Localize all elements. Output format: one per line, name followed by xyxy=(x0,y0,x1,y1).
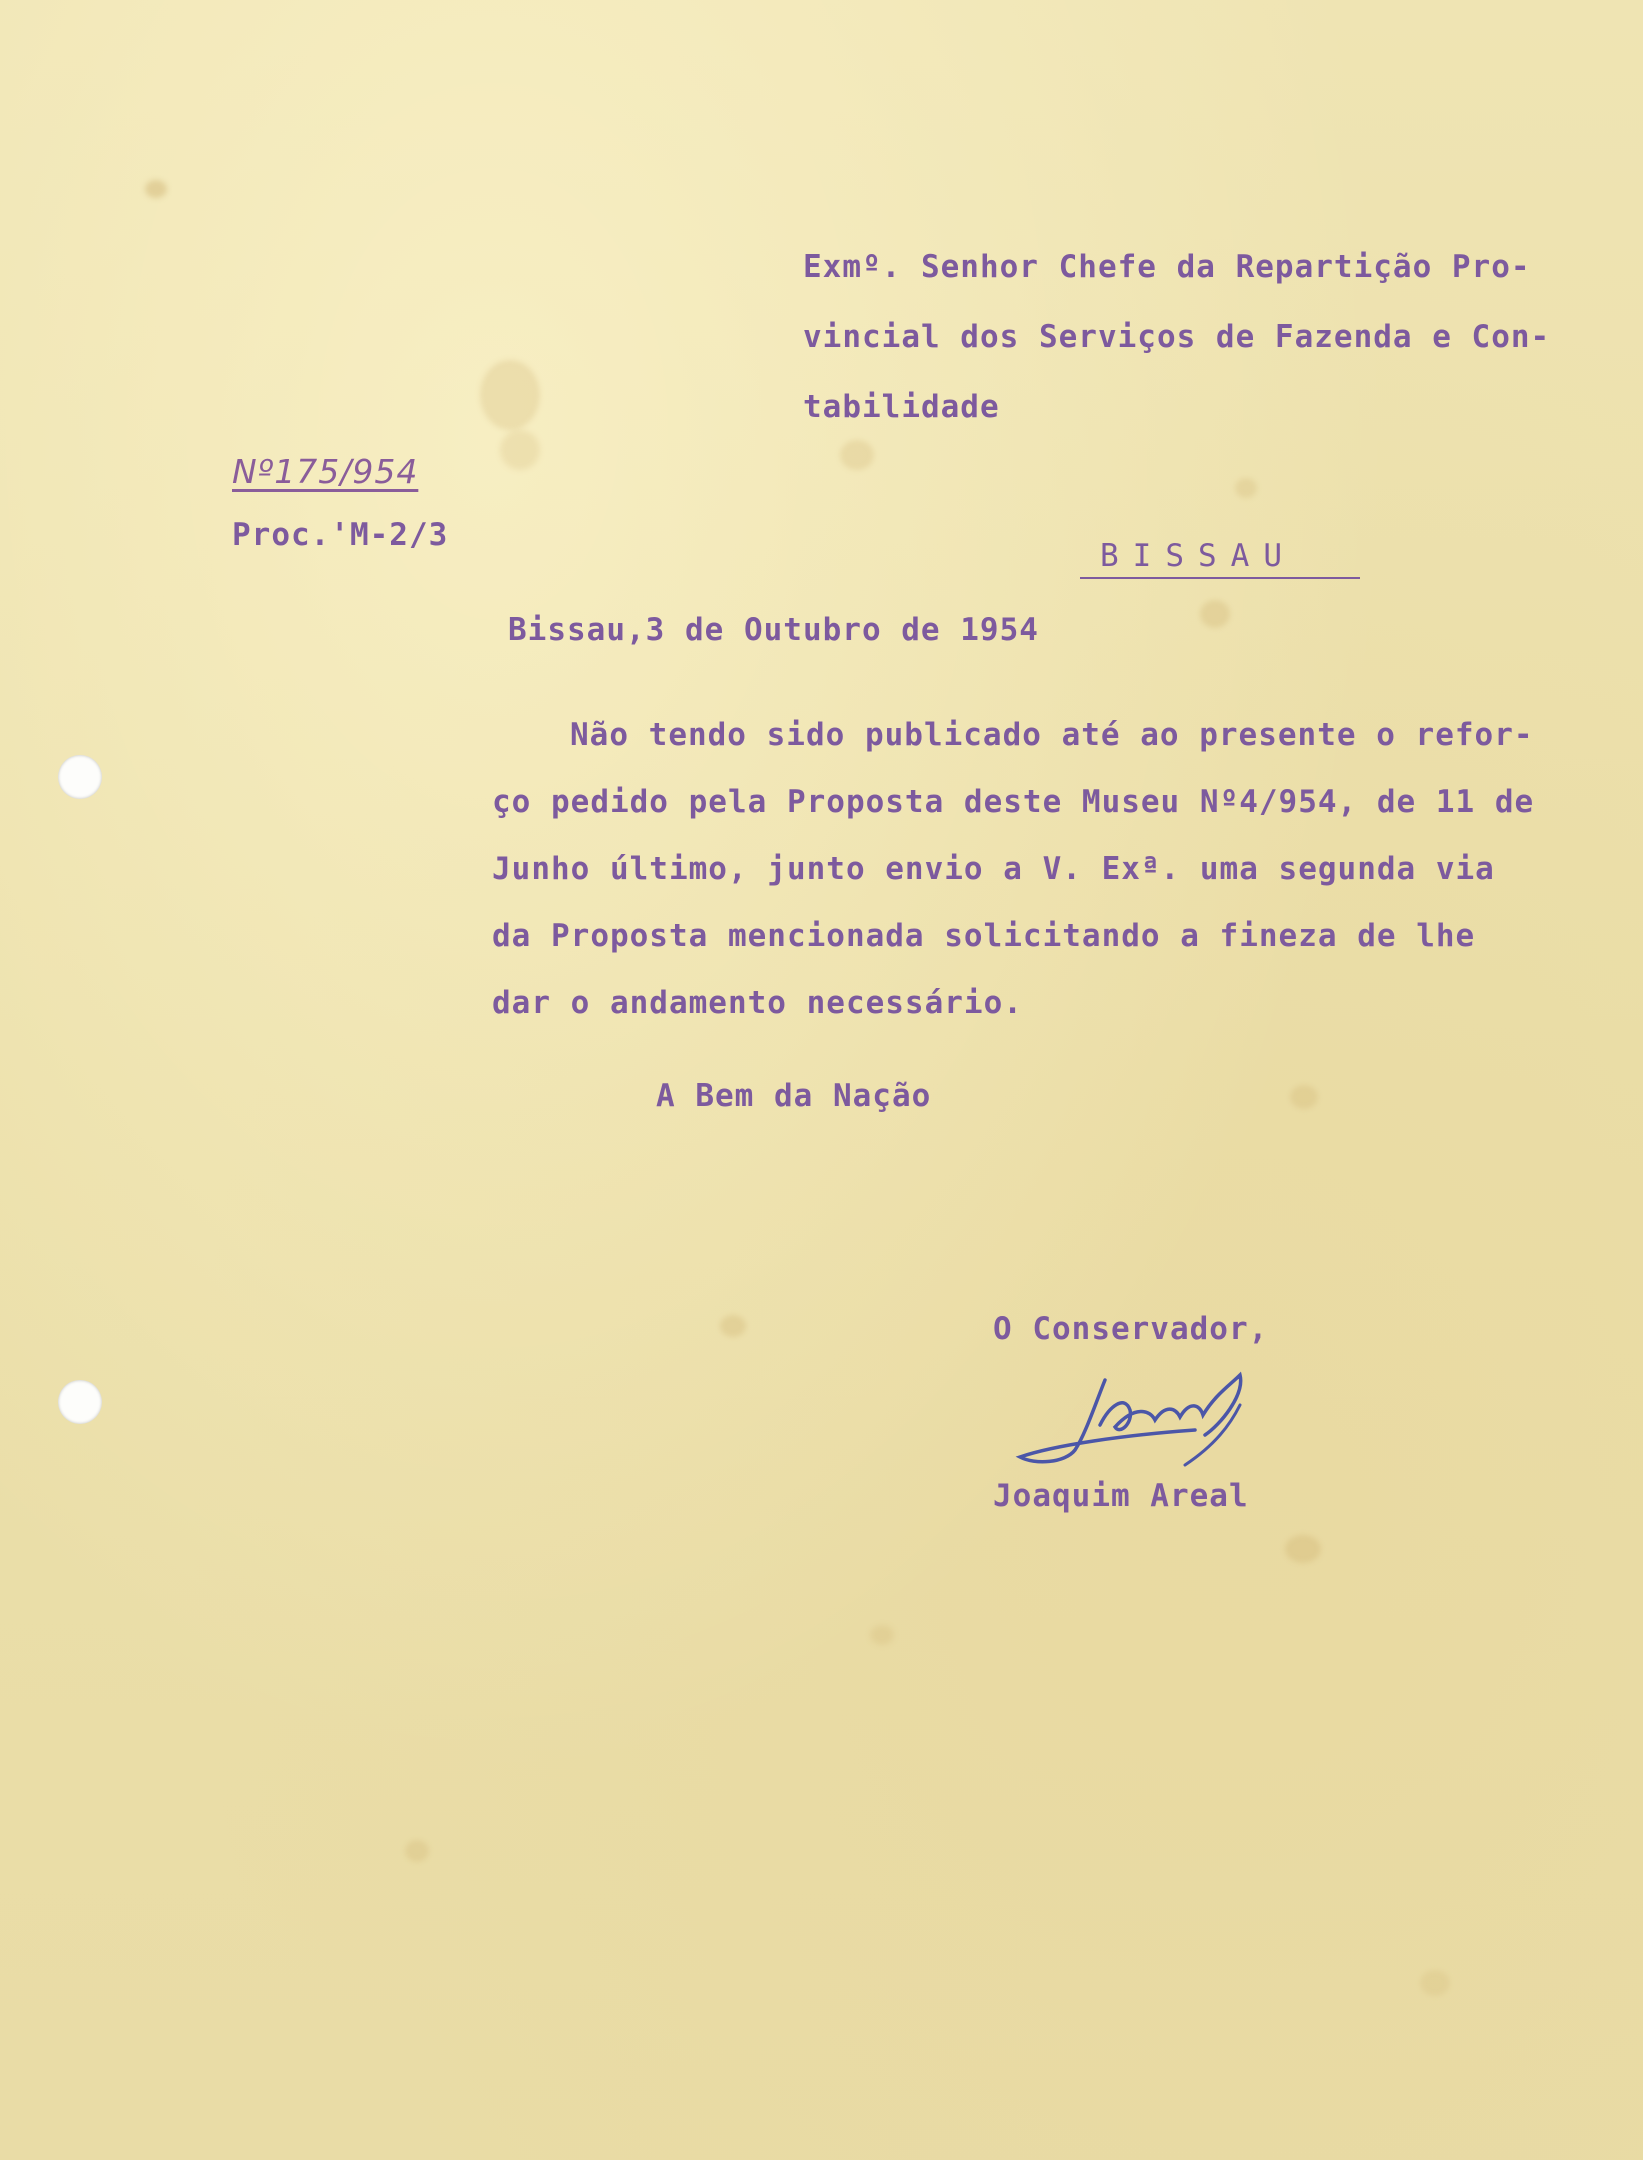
punch-hole xyxy=(58,755,102,799)
stain xyxy=(870,1625,894,1645)
stain xyxy=(500,430,540,470)
stain xyxy=(720,1315,746,1337)
closing-salutation: A Bem da Nação xyxy=(656,1078,932,1114)
signatory-role: O Conservador, xyxy=(993,1311,1269,1347)
addressee-block xyxy=(803,232,1550,442)
stain xyxy=(145,180,167,198)
body-line: da Proposta mencionada solicitando a fineza de lhe xyxy=(492,918,1476,954)
stain xyxy=(1420,1970,1450,1996)
letter-body xyxy=(492,702,1534,1037)
date-line: Bissau,3 de Outubro de 1954 xyxy=(508,612,1039,648)
punch-hole xyxy=(58,1380,102,1424)
process-reference: Proc.'M-2/3 xyxy=(232,517,449,553)
city-underline xyxy=(1080,577,1360,579)
body-line: Junho último, junto envio a V. Exª. uma segunda via xyxy=(492,851,1495,887)
body-line: dar o andamento necessário. xyxy=(492,985,1023,1021)
stain xyxy=(405,1840,429,1862)
addressee-line: vincial dos Serviços de Fazenda e Con- xyxy=(803,319,1551,355)
stain xyxy=(840,440,874,470)
stain xyxy=(1290,1085,1318,1109)
signatory-name: Joaquim Areal xyxy=(993,1478,1249,1514)
destination-city: BISSAU xyxy=(1100,538,1296,574)
addressee-line: tabilidade xyxy=(803,389,1000,425)
stain xyxy=(1200,600,1230,628)
reference-number: Nº175/954 xyxy=(232,452,419,491)
body-line: Não tendo sido publicado até ao presente o refor- xyxy=(570,717,1534,753)
addressee-line: Exmº. Senhor Chefe da Repartição Pro- xyxy=(803,249,1531,285)
body-line: ço pedido pela Proposta deste Museu Nº4/954, de 11 de xyxy=(492,784,1535,820)
stain xyxy=(1285,1535,1321,1563)
stain xyxy=(1235,478,1257,498)
handwritten-signature xyxy=(1015,1365,1295,1475)
stain xyxy=(480,360,540,430)
